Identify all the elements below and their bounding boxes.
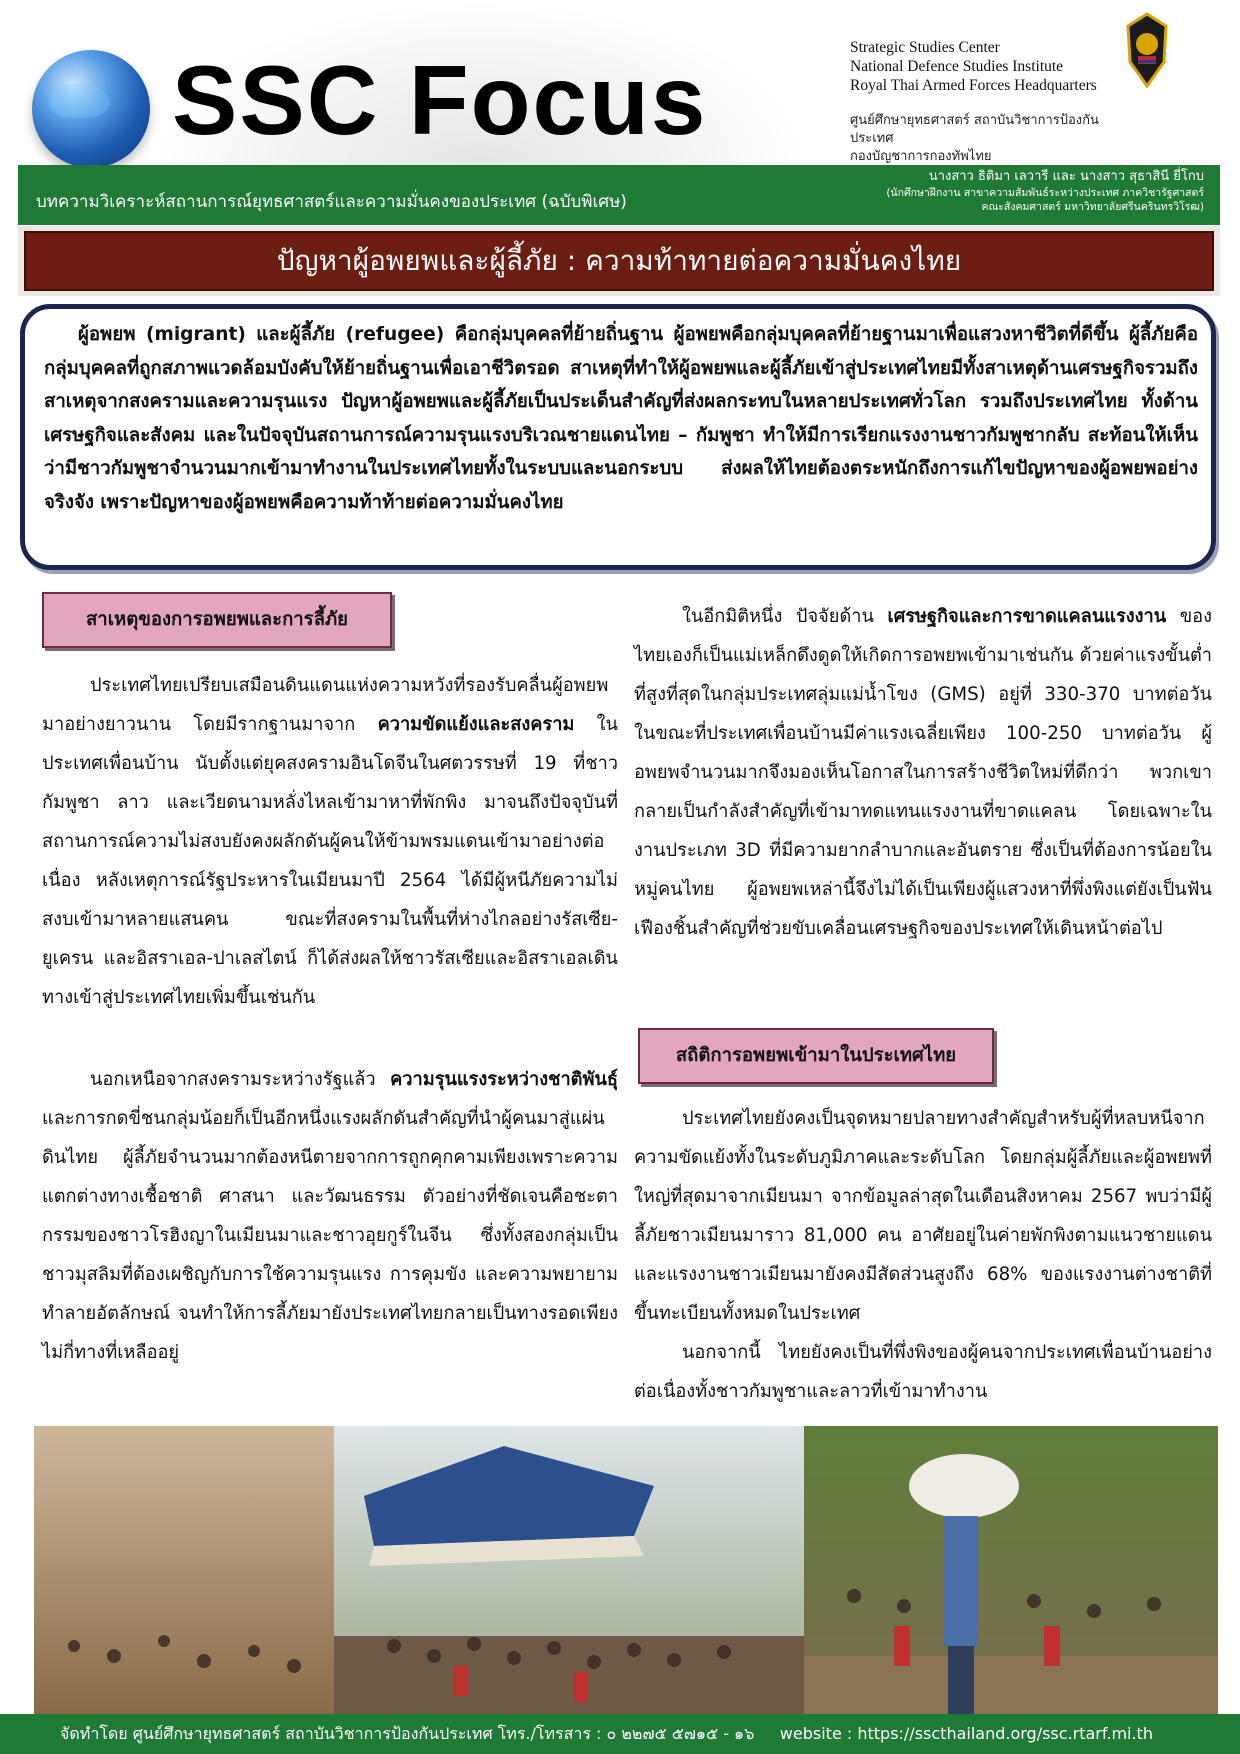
text-run: นอกเหนือจากสงครามระหว่างรัฐแล้ว [90, 1069, 391, 1090]
authors-names: นางสาว ธิติมา เลวารี และ นางสาว สุธาสินี ยี่โกบ [928, 169, 1204, 184]
causes-paragraph-2 [42, 1060, 618, 1372]
statistics-paragraph: ประเทศไทยยังคงเป็นจุดหมายปลายทางสำคัญสำหรับผู้ที่หลบหนีจากความขัดแย้งทั้งในระดับภูมิภาคและระดับโลก โดยกลุ่มผู้ลี้ภัยและผู้อพยพที่ใหญ่ที่สุดมาจากเมียนมา จากข้อมูลล่าสุดในเดือนสิงหาคม 2567 พบว่ามีผู้ลี้ภัยชาวเมียนมาราว 81,000 คน อาศัยอยู่ในค่ายพักพิงตามแนวชายแดน และแรงงานชาวเมียนมายังคงมีสัดส่วนสูงถึง 68% ของแรงงานต่างชาติที่ขึ้นทะเบียนทั้งหมดในประเทศ [634, 1108, 1212, 1324]
text-run: ในประเทศเพื่อนบ้าน นับตั้งแต่ยุคสงครามอินโดจีนในศตวรรษที่ 19 ที่ชาวกัมพูชา ลาว และเวียดนามหลั่งไหลเข้ามาหาที่พักพิง มาจนถึงปัจจุบันที่สถานการณ์ความไม่สงบยังคงผลักดันผู้คนให้ข้ามพรมแดนเข้ามาอย่างต่อเนื่อง หลังเหตุการณ์รัฐประหารในเมียนมาปี 2564 ได้มีผู้หนีภัยความไม่สงบเข้ามาหลายแสนคน ขณะที่สงครามในพื้นที่ห่างไกลอย่างรัสเซีย-ยูเครน และอิสราเอล-ปาเลสไตน์ ก็ได้ส่งผลให้ชาวรัสเซียและอิสราเอลเดินทางเข้าสู่ประเทศไทยเพิ่มขึ้นเช่นกัน [42, 714, 618, 1008]
crest-icon [1124, 10, 1170, 90]
text-run: และการกดขี่ชนกลุ่มน้อยก็เป็นอีกหนึ่งแรงผลักดันสำคัญที่นำผู้คนมาสู่แผ่นดินไทย ผู้ลี้ภัยจำนวนมากต้องหนีตายจากการถูกคุกคามเพียงเพราะความแตกต่างทางเชื้อชาติ ศาสนา และวัฒนธรรม ตัวอย่างที่ชัดเจนคือชะตากรรมของชาวโรฮิงญาในเมียนมาและชาวอุยกูร์ในจีน ซึ่งทั้งสองกลุ่มเป็นชาวมุสลิมที่ต้องเผชิญกับการใช้ความรุนแรง การคุมขัง และความพยายามทำลายอัตลักษณ์ จนทำให้การลี้ภัยมายังประเทศไทยกลายเป็นทางรอดเพียงไม่กี่ทางที่เหลืออยู่ [42, 1108, 618, 1363]
emphasis-text: ความขัดแย้งและสงคราม [377, 714, 575, 735]
refugees-photo-illustration [34, 1426, 1218, 1714]
article-title: ปัญหาผู้อพยพและผู้ลี้ภัย : ความท้าทายต่อความมั่นคงไทย [276, 244, 962, 277]
organization-english [850, 38, 1140, 95]
emphasis-text: ความรุนแรงระหว่างชาติพันธุ์ [390, 1069, 618, 1090]
emphasis-text: เศรษฐกิจและการขาดแคลนแรงงาน [887, 606, 1167, 627]
text-run: ของไทยเองก็เป็นแม่เหล็กดึงดูดให้เกิดการอพยพเข้ามาเช่นกัน ด้วยค่าแรงขั้นต่ำที่สูงที่สุดในกลุ่มประเทศลุ่มแม่น้ำโขง (GMS) อยู่ที่ 330-370 บาทต่อวัน ในขณะที่ประเทศเพื่อนบ้านมีค่าแรงเฉลี่ยเพียง 100-250 บาทต่อวัน ผู้อพยพจำนวนมากจึงมองเห็นโอกาสในการสร้างชีวิตใหม่ที่ดีกว่า พวกเขากลายเป็นกำลังสำคัญที่เข้ามาทดแทนแรงงานที่ขาดแคลน โดยเฉพาะในงานประเภท 3D ที่มีความยากลำบากและอันตราย ซึ่งเป็นที่ต้องการน้อยในหมู่คนไทย ผู้อพยพเหล่านี้จึงไม่ได้เป็นเพียงผู้แสวงหาที่พึ่งพิงแต่ยังเป็นฟันเฟืองชิ้นสำคัญที่ช่วยขับเคลื่อนเศรษฐกิจของประเทศให้เดินหน้าต่อไป [634, 606, 1212, 939]
economy-paragraph [634, 597, 1212, 948]
authors-affiliation: (นักศึกษาฝึกงาน สาขาความสัมพันธ์ระหว่างประเทศ ภาควิชารัฐศาสตร์ [886, 187, 1204, 199]
organization-thai [850, 112, 1140, 166]
text-run: ในอีกมิติหนึ่ง ปัจจัยด้าน [682, 606, 888, 627]
org-en-line: Strategic Studies Center [850, 39, 1000, 56]
text-run: ประเทศไทยเปรียบเสมือนดินแดนแห่งความหวังที่รองรับคลื่นผู้อพยพมาอย่างยาวนาน โดยมีรากฐานมาจาก [42, 675, 609, 735]
authors-affiliation: คณะสังคมศาสตร์ มหาวิทยาลัยศรีนครินทรวิโรฒ) [981, 201, 1204, 213]
org-th-line: กองบัญชาการกองทัพไทย [850, 149, 992, 164]
summary-text [44, 318, 1198, 519]
statistics-paragraphs [634, 1099, 1212, 1411]
refugees-photo [34, 1426, 1218, 1714]
statistics-paragraph: นอกจากนี้ ไทยยังคงเป็นที่พึ่งพิงของผู้คนจากประเทศเพื่อนบ้านอย่างต่อเนื่องทั้งชาวกัมพูชาและลาวที่เข้ามาทำงาน [634, 1342, 1212, 1402]
footer-contact: จัดทำโดย ศูนย์ศึกษายุทธศาสตร์ สถาบันวิชาการป้องกันประเทศ โทร./โทรสาร : ๐ ๒๒๗๕ ๕๗๑๕ - ๑๖ website : https://sscthailand.org/ssc.rtarf.mi.th [60, 1724, 1153, 1743]
section-heading-causes: สาเหตุของการอพยพและการลี้ภัย [42, 592, 392, 648]
section-heading-statistics: สถิติการอพยพเข้ามาในประเทศไทย [638, 1028, 994, 1084]
authors-block [784, 168, 1204, 214]
globe-icon [32, 50, 150, 168]
summary-paragraph: ผู้อพยพ (migrant) และผู้ลี้ภัย (refugee) คือกลุ่มบุคคลที่ย้ายถิ่นฐาน ผู้อพยพคือกลุ่มบุคคลที่ย้ายฐานมาเพื่อแสวงหาชีวิตที่ดีขึ้น ผู้ลี้ภัยคือกลุ่มบุคคลที่ถูกสภาพแวดล้อมบังคับให้ย้ายถิ่นฐานเพื่อเอาชีวิตรอด สาเหตุที่ทำให้ผู้อพยพและผู้ลี้ภัยเข้าสู่ประเทศไทยมีทั้งสาเหตุด้านเศรษฐกิจรวมถึงสาเหตุจากสงครามและความรุนแรง ปัญหาผู้อพยพและผู้ลี้ภัยเป็นประเด็นสำคัญที่ส่งผลกระทบในหลายประเทศทั่วโลก รวมถึงประเทศไทย ทั้งด้านเศรษฐกิจและสังคม และในปัจจุบันสถานการณ์ความรุนแรงบริเวณชายแดนไทย – กัมพูชา ทำให้มีการเรียกแรงงานชาวกัมพูชากลับ สะท้อนให้เห็นว่ามีชาวกัมพูชาจำนวนมากเข้ามาทำงานในประเทศไทยทั้งในระบบและนอกระบบ ส่งผลให้ไทยต้องตระหนักถึงการแก้ไขปัญหาของผู้อพยพอย่างจริงจัง เพราะปัญหาของผู้อพยพคือความท้าท้ายต่อความมั่นคงไทย [44, 324, 1198, 513]
publication-subtitle: บทความวิเคราะห์สถานการณ์ยุทธศาสตร์และความมั่นคงของประเทศ (ฉบับพิเศษ) [36, 192, 627, 212]
org-th-line: ศูนย์ศึกษายุทธศาสตร์ สถาบันวิชาการป้องกันประเทศ [850, 113, 1099, 146]
org-en-line: National Defence Studies Institute [850, 58, 1064, 75]
causes-paragraph-1 [42, 666, 618, 1017]
publication-title: SSC Focus [172, 45, 708, 155]
org-en-line: Royal Thai Armed Forces Headquarters [850, 77, 1097, 94]
